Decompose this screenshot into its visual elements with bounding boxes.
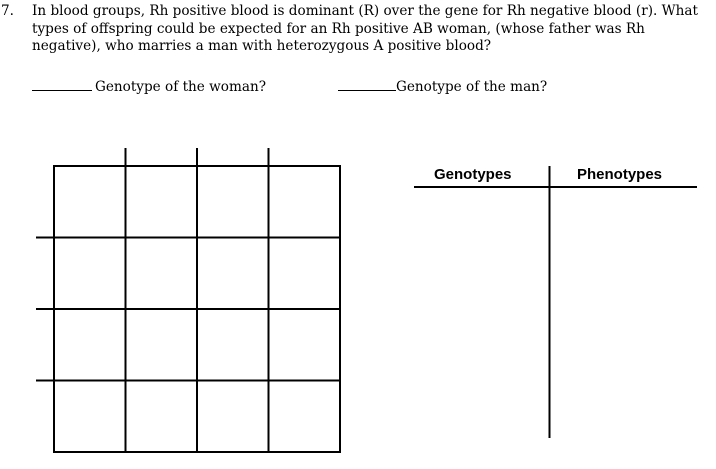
phenotypes-header: Phenotypes <box>577 166 663 183</box>
punnett-square <box>36 148 340 452</box>
genotypes-header: Genotypes <box>434 166 512 183</box>
man-genotype-label: Genotype of the man? <box>396 79 548 95</box>
question-number: 7. <box>1 3 14 19</box>
woman-genotype-label: Genotype of the woman? <box>95 79 267 95</box>
question-text: In blood groups, Rh positive blood is dominant (R) over the gene for Rh negative blood (r). What types of offspring could be expected for an Rh positive AB woman, (whose father was Rh negative), who marries a man with heterozygous A positive blood? <box>32 3 698 54</box>
t-chart <box>414 166 697 438</box>
